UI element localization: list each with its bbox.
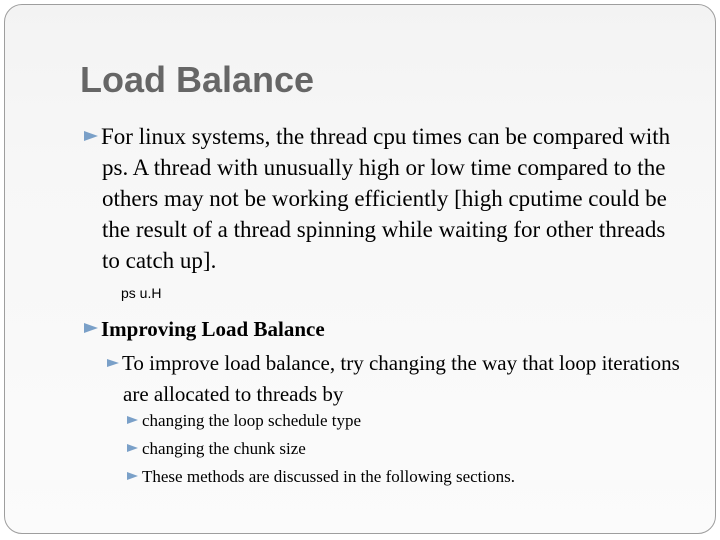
section-heading	[84, 315, 684, 343]
section-heading-text: Improving Load Balance	[101, 317, 325, 341]
bullet-arrow-icon	[107, 359, 119, 367]
bullet-arrow-icon	[84, 131, 98, 141]
main-bullet-text: For linux systems, the thread cpu times can be compared with ps. A thread with unusually high or low time compared to the others may not be working efficiently [high cputime could be the result of a thread spinning while waiting for other threads to catch up].	[101, 124, 671, 273]
main-bullet	[84, 121, 684, 276]
slide-title: Load Balance	[80, 59, 315, 100]
bullet-arrow-icon	[84, 323, 98, 333]
bullet-arrow-icon	[127, 416, 138, 424]
bullet-arrow-icon	[127, 444, 138, 452]
sub-bullet-text: To improve load balance, try changing the way that loop iterations are allocated to threads by	[122, 351, 680, 406]
list-item-text: changing the chunk size	[142, 439, 306, 458]
command-text: ps u.H	[121, 285, 162, 301]
sub-bullet	[107, 348, 687, 410]
list-item-text: These methods are discussed in the following sections.	[142, 467, 515, 486]
list-item-text: changing the loop schedule type	[142, 411, 362, 430]
bullet-arrow-icon	[127, 472, 138, 480]
list-item	[127, 466, 687, 488]
list-item	[127, 410, 687, 432]
list-item	[127, 438, 687, 460]
